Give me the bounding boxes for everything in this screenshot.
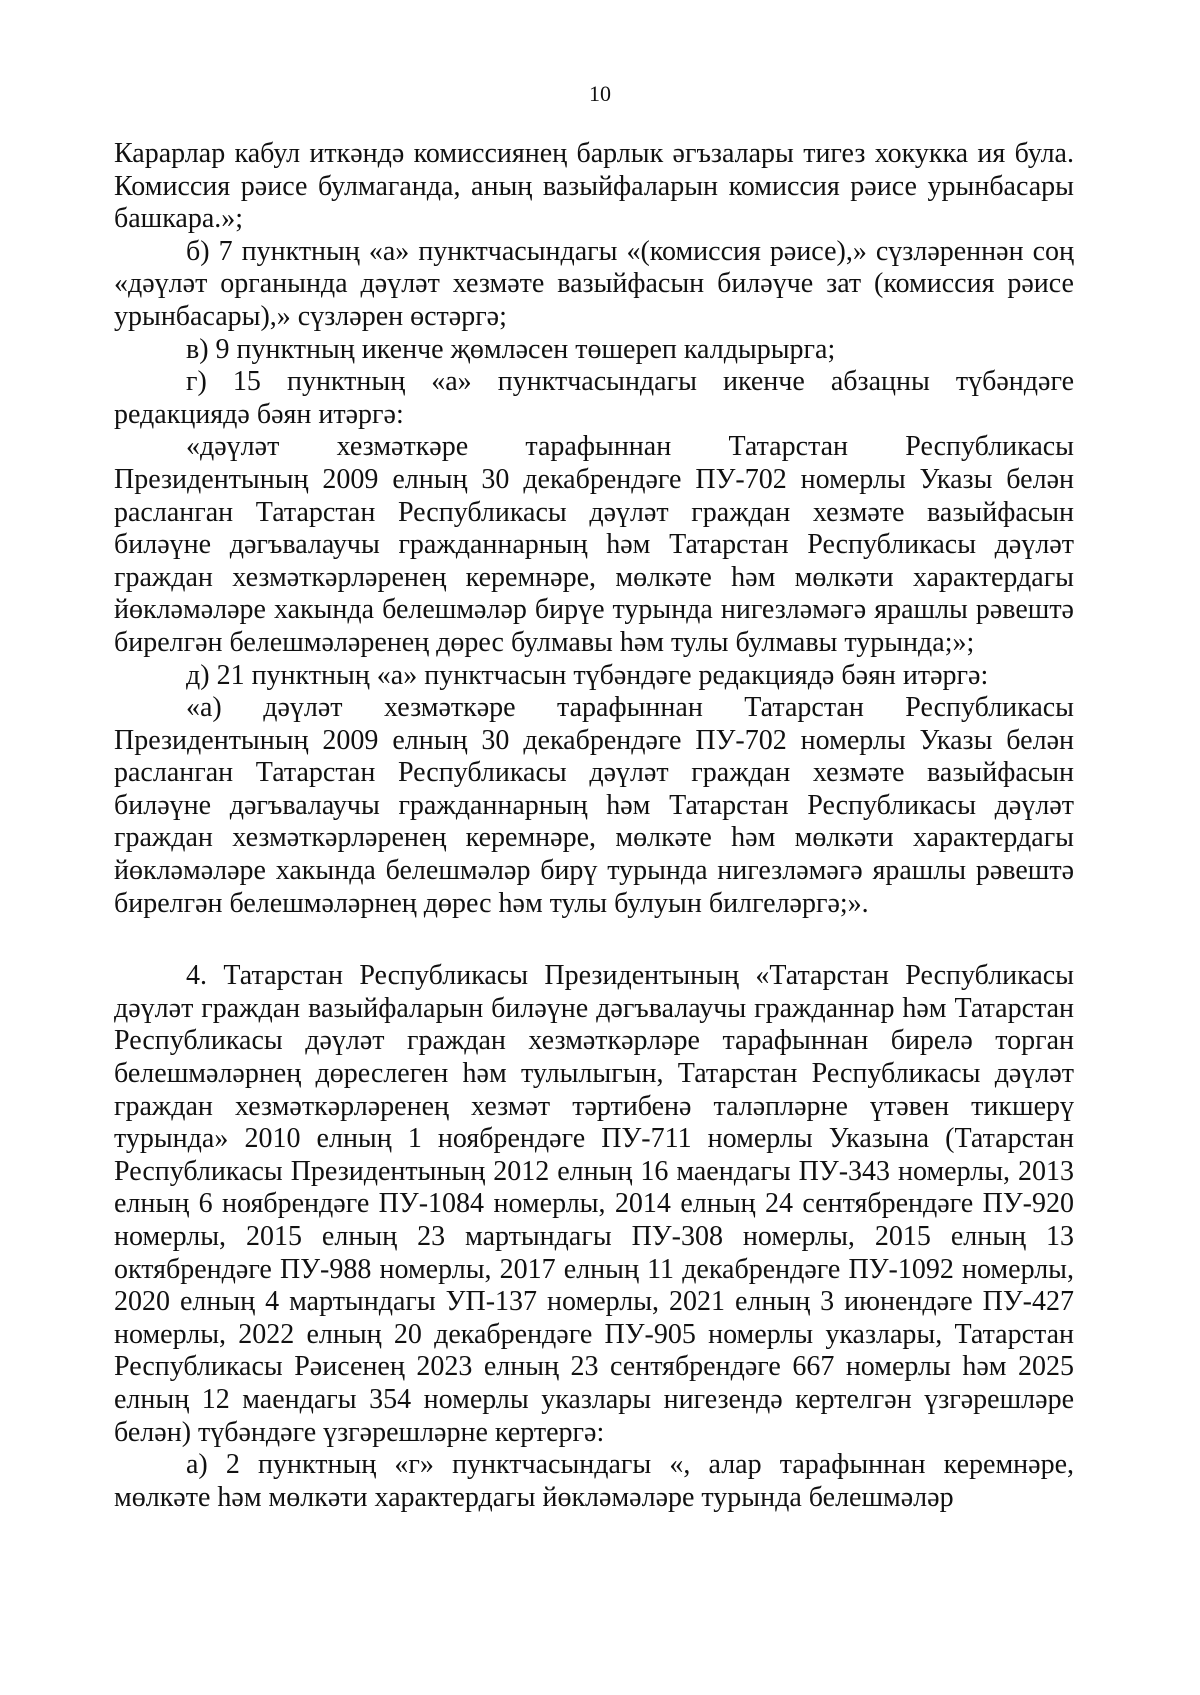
page-number: 10 — [589, 81, 611, 106]
paragraph-continuation: Карарлар кабул иткәндә комиссиянең барлык әгъзалары тигез хокукка ия була. Комиссия рәисе булмаганда, аның вазыйфаларын комиссия рәисе урынбасары башкара.»; — [114, 138, 1074, 235]
paragraph-section-4-item-a: а) 2 пунктның «г» пунктчасындагы «, алар тарафыннан керемнәре, мөлкәте һәм мөлкәти характердагы йөкләмәләре турында белешмәләр — [114, 1449, 1074, 1513]
paragraph-item-v: в) 9 пунктның икенче җөмләсен төшереп калдырырга; — [186, 333, 836, 365]
paragraph-item-g-quote: «дәүләт хезмәткәре тарафыннан Татарстан Республикасы Президентының 2009 елның 30 декабрендәге ПУ-702 номерлы Указы белән расланган Татарстан Республикасы дәүләт граждан хезмәте вазыйфасын биләүне дәгъвалаучы гражданнарның һәм Татарстан Республикасы дәүләт граждан хезмәткәрләренең керемнәре, мөлкәте һәм мөлкәти характердагы йөкләмәләре хакында белешмәләр бирүе турында нигезләмәгә ярашлы рәвештә бирелгән белешмәләренең дөрес булмавы һәм тулы булмавы турында;»; — [114, 431, 1074, 658]
paragraph-item-d: д) 21 пунктның «а» пунктчасын түбәндәге редакциядә бәян итәргә: — [186, 659, 989, 691]
paragraph-item-b: б) 7 пунктның «а» пунктчасындагы «(комиссия рәисе),» сүзләреннән соң «дәүләт органында дәүләт хезмәте вазыйфасын биләүче зат (комиссия рәисе урынбасары),» сүзләрен өстәргә; — [114, 235, 1074, 332]
document-body — [114, 138, 1074, 1514]
section-gap — [114, 920, 1074, 960]
paragraph-section-4: 4. Татарстан Республикасы Президентының «Татарстан Республикасы дәүләт граждан вазыйфаларын биләүне дәгъвалаучы гражданнар һәм Татарстан Республикасы дәүләт граждан хезмәткәрләре тарафыннан бирелә торган белешмәләрнең дөреслеген һәм тулылыгын, Татарстан Республикасы дәүләт граждан хезмәткәрләренең хезмәт тәртибенә таләпләрне үтәвен тикшерү турында» 2010 елның 1 ноябрендәге ПУ-711 номерлы Указына (Татарстан Республикасы Президентының 2012 елның 16 маендагы ПУ-343 номерлы, 2013 елның 6 ноябрендәге ПУ-1084 номерлы, 2014 елның 24 сентябрендәге ПУ-920 номерлы, 2015 елның 23 мартындагы ПУ-308 номерлы, 2015 елның 13 октябрендәге ПУ-988 номерлы, 2017 елның 11 декабрендәге ПУ-1092 номерлы, 2020 елның 4 мартындагы УП-137 номерлы, 2021 елның 3 июнендәге ПУ-427 номерлы, 2022 елның 20 декабрендәге ПУ-905 номерлы указлары, Татарстан Республикасы Рәисенең 2023 елның 23 сентябрендәге 667 номерлы һәм 2025 елның 12 маендагы 354 номерлы указлары нигезендә кертелгән үзгәрешләре белән) түбәндәге үзгәрешләрне кертергә: — [114, 960, 1074, 1448]
paragraph-item-d-quote: «а) дәүләт хезмәткәре тарафыннан Татарстан Республикасы Президентының 2009 елның 30 декабрендәге ПУ-702 номерлы Указы белән расланган Татарстан Республикасы дәүләт граждан хезмәте вазыйфасын биләүне дәгъвалаучы гражданнарның һәм Татарстан Республикасы дәүләт граждан хезмәткәрләренең керемнәре, мөлкәте һәм мөлкәти характердагы йөкләмәләре хакында белешмәләр бирү турында нигезләмәгә ярашлы рәвештә бирелгән белешмәләрнең дөрес һәм тулы булуын билгеләргә;». — [114, 692, 1074, 919]
paragraph-item-g: г) 15 пунктның «а» пунктчасындагы икенче абзацны түбәндәге редакциядә бәян итәргә: — [114, 366, 1074, 430]
